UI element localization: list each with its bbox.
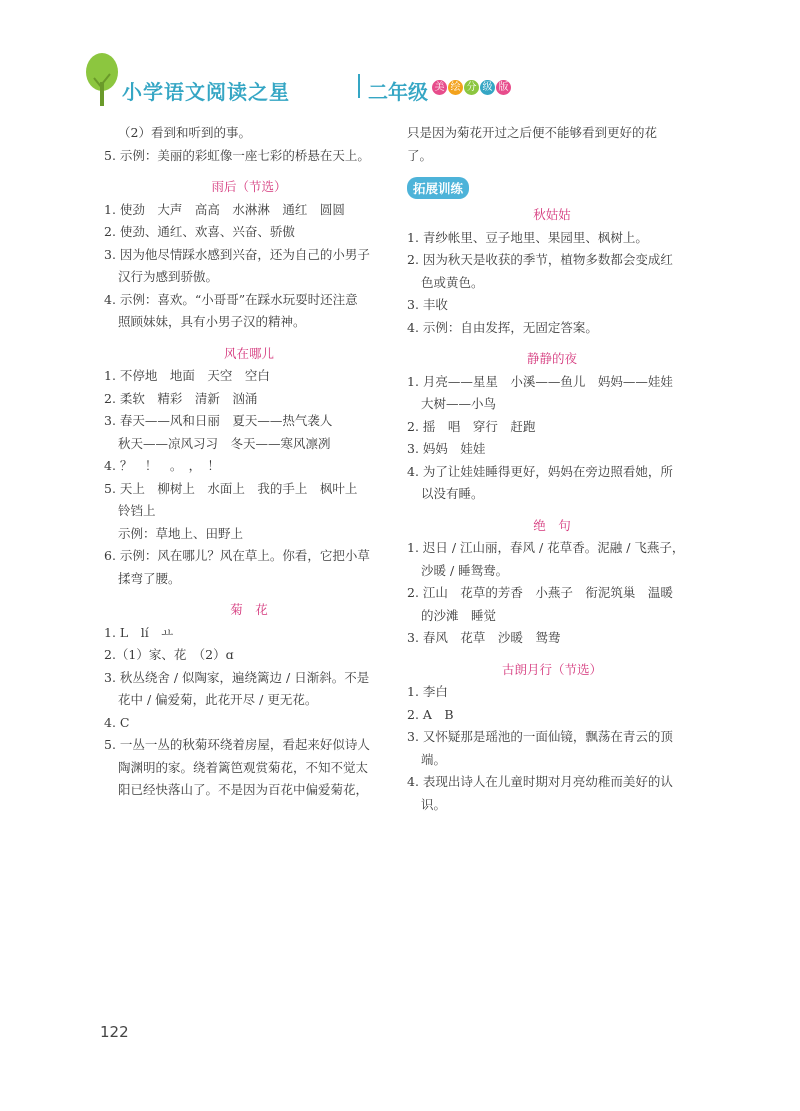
answer-line: 2. 江山 花草的芳香 小燕子 衔泥筑巢 温暖 <box>407 585 673 600</box>
answer-line: 4. 表现出诗人在儿童时期对月亮幼稚而美好的认 <box>407 774 673 789</box>
section-title-juhua: 菊 花 <box>230 602 268 617</box>
section-title-yuhou: 雨后（节选） <box>211 179 287 194</box>
answer-line: 4. ？ ！ 。 ， ！ <box>104 458 220 473</box>
answer-line: 铃铛上 <box>118 503 156 518</box>
answer-line: 1. 青纱帐里、豆子地里、果园里、枫树上。 <box>407 229 648 245</box>
answer-line: 4. C <box>104 714 130 730</box>
answer-line: 色或黄色。 <box>421 274 484 290</box>
answer-line: 陶渊明的家。绕着篱笆观赏菊花，不知不觉太 <box>118 759 369 775</box>
answer-line: 识。 <box>421 796 447 812</box>
answer-line: 3. 丰收 <box>407 297 448 312</box>
answer-line: 1. 迟日 / 江山丽，春风 / 花草香。泥融 / 飞燕子， <box>407 540 685 555</box>
answer-line: 照顾妹妹，具有小男子汉的精神。 <box>118 314 306 329</box>
book-title: 小学语文阅读之星 <box>122 80 290 104</box>
answer-line: 阳已经快落山了。不是因为百花中偏爱菊花， <box>118 782 369 797</box>
answer-line: 沙暖 / 睡鸳鸯。 <box>421 562 509 578</box>
answer-line: 3. 春风 花草 沙暖 鸳鸯 <box>407 630 561 645</box>
section-title-qiu: 秋姑姑 <box>533 207 571 222</box>
answer-line: 2. A B <box>407 706 454 722</box>
answer-line: 5. 一丛一丛的秋菊环绕着房屋，看起来好似诗人 <box>104 737 370 752</box>
answer-line: 大树——小鸟 <box>421 396 497 411</box>
answer-line: 3. 春天——风和日丽 夏天——热气袭人 <box>104 413 333 428</box>
answer-line: 1. 使劲 大声 高高 水淋淋 通红 圆圆 <box>104 201 345 217</box>
right-column <box>407 122 697 816</box>
edition-badge <box>432 80 511 95</box>
left-column <box>104 122 394 802</box>
answer-line: 只是因为菊花开过之后便不能够看到更好的花 <box>407 125 658 140</box>
badge-char: 分 <box>464 80 479 95</box>
answer-line: 秋天——凉风习习 冬天——寒风凛冽 <box>118 435 331 451</box>
answer-line: 3. 妈妈 娃娃 <box>407 441 486 456</box>
answer-line: 2. 摇 唱 穿行 赶跑 <box>407 418 536 434</box>
answer-line: 2. 因为秋天是收获的季节，植物多数都会变成红 <box>407 252 673 267</box>
answer-line: 1. 李白 <box>407 684 448 699</box>
grade-label: 二年级 <box>368 80 428 104</box>
answer-line: 示例：草地上、田野上 <box>118 525 244 541</box>
answer-line: 4. 为了让娃娃睡得更好，妈妈在旁边照看她，所 <box>407 463 673 479</box>
answer-line: 揉弯了腰。 <box>118 570 181 586</box>
page-number: 122 <box>100 1023 129 1041</box>
answer-line: 以没有睡。 <box>421 486 484 501</box>
answer-line: 1. 月亮——星星 小溪——鱼儿 妈妈——娃娃 <box>407 373 673 389</box>
answer-line: 4. 示例：喜欢。“小哥哥”在踩水玩耍时还注意 <box>104 291 358 307</box>
answer-line: 端。 <box>421 751 447 767</box>
section-title-yue: 古朗月行（节选） <box>501 661 602 677</box>
answer-line: 5. 示例：美丽的彩虹像一座七彩的桥悬在天上。 <box>104 147 370 163</box>
badge-char: 美 <box>432 80 447 95</box>
answer-line: 3. 秋丛绕舍 / 似陶家，遍绕篱边 / 日渐斜。不是 <box>104 669 370 685</box>
page-header <box>80 52 509 107</box>
answer-line: 4. 示例：自由发挥，无固定答案。 <box>407 319 598 335</box>
answer-line: 2. 使劲、通红、欢喜、兴奋、骄傲 <box>104 224 295 239</box>
badge-char: 绘 <box>448 80 463 95</box>
answer-line: 的沙滩 睡觉 <box>421 607 497 623</box>
extension-training-tag: 拓展训练 <box>407 177 469 199</box>
section-title-jueju: 绝 句 <box>533 517 571 533</box>
answer-line: 1. 不停地 地面 天空 空白 <box>104 368 270 383</box>
answer-line: （2）看到和听到的事。 <box>118 125 251 140</box>
badge-char: 版 <box>496 80 511 95</box>
answer-line: 1. L lí ㅛ <box>104 624 174 640</box>
answer-line: 3. 又怀疑那是瑶池的一面仙镜，飘荡在青云的顶 <box>407 729 673 744</box>
title-divider <box>358 74 360 98</box>
badge-char: 级 <box>480 80 495 95</box>
answer-line: 6. 示例：风在哪儿？风在草上。你看，它把小草 <box>104 548 370 563</box>
answer-line: 2. 柔软 精彩 清新 汹涌 <box>104 390 258 406</box>
answer-line: 花中 / 偏爱菊，此花开尽 / 更无花。 <box>118 692 318 707</box>
answer-line: 了。 <box>407 147 433 163</box>
answer-line: 5. 天上 柳树上 水面上 我的手上 枫叶上 <box>104 480 358 496</box>
answer-line: 2.（1）家、花 （2）ɑ <box>104 647 234 662</box>
answer-line: 汉行为感到骄傲。 <box>118 269 219 284</box>
answer-line: 3. 因为他尽情踩水感到兴奋，还为自己的小男子 <box>104 246 370 262</box>
section-title-feng: 风在哪儿 <box>223 345 274 361</box>
section-title-ye: 静静的夜 <box>526 351 577 366</box>
